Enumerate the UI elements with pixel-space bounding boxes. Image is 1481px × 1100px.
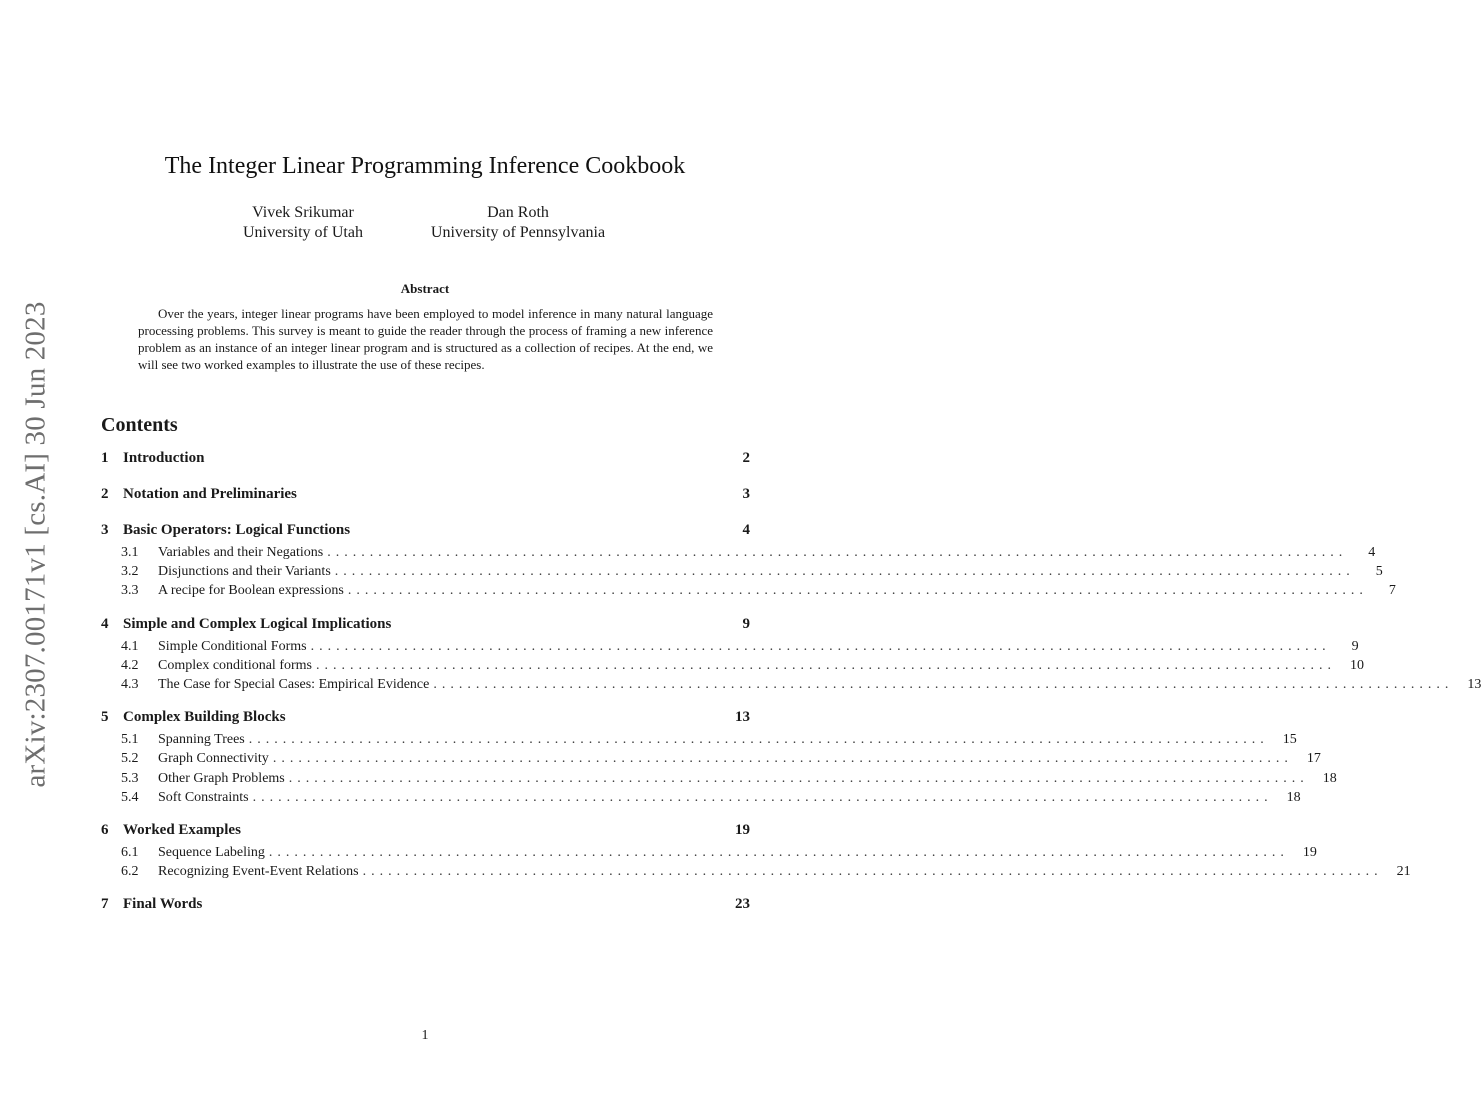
dot-leader: ........................................................................................................................: [327, 545, 1348, 560]
dot-leader: ........................................................................................................................: [272, 751, 1293, 767]
section-title: Final Words: [123, 896, 203, 913]
toc-section-entry[interactable]: [101, 822, 750, 845]
subsection-title: Variables and their Negations: [158, 545, 324, 560]
toc-section-entry[interactable]: [101, 450, 750, 473]
toc-subsection-entry[interactable]: [101, 564, 1383, 583]
author-block-1: [218, 203, 388, 243]
subsection-title: Graph Connectivity: [158, 751, 269, 767]
toc-section-entry[interactable]: [101, 896, 750, 919]
dot-leader: ........................................................................................................................: [248, 732, 1269, 748]
subsection-number: 3.3: [121, 583, 139, 599]
table-of-contents: [101, 450, 1481, 932]
author-affiliation: University of Pennsylvania: [430, 224, 606, 241]
dot-leader: ........................................................................................................................: [362, 864, 1383, 880]
subsection-page: 15: [1282, 732, 1297, 748]
toc-subsection-entry[interactable]: [101, 545, 1376, 564]
author-affiliation: University of Utah: [243, 224, 363, 241]
author-name: Vivek Srikumar: [252, 204, 354, 221]
toc-subsection-entry[interactable]: [101, 638, 1359, 658]
section-page: 4: [742, 522, 750, 538]
subsection-page: 5: [1375, 564, 1383, 580]
section-title: Complex Building Blocks: [123, 709, 286, 726]
toc-section: [101, 709, 1337, 809]
subsection-number: 6.2: [121, 864, 139, 880]
toc-section: [101, 821, 1411, 883]
toc-subsection-entry[interactable]: [101, 676, 1481, 696]
toc-subsection-entry[interactable]: [101, 751, 1321, 770]
toc-section: [101, 615, 1481, 697]
subsection-page: 19: [1302, 844, 1317, 860]
section-number: 1: [101, 450, 109, 466]
arxiv-stamp: [12, 300, 60, 788]
subsection-number: 5.1: [121, 732, 139, 748]
toc-subsection-entry[interactable]: [101, 864, 1411, 883]
section-number: 5: [101, 709, 109, 726]
toc-section-entry[interactable]: [101, 616, 750, 639]
section-title: Worked Examples: [123, 821, 241, 838]
section-title: Introduction: [123, 450, 205, 466]
subsection-title: The Case for Special Cases: Empirical Evidence: [158, 676, 430, 692]
page-number: 1: [421, 1028, 429, 1043]
subsection-number: 4.1: [121, 638, 139, 654]
abstract-heading: Abstract: [400, 281, 450, 296]
subsection-title: Disjunctions and their Variants: [158, 564, 331, 580]
subsection-title: Spanning Trees: [158, 732, 245, 748]
subsection-title: Simple Conditional Forms: [158, 638, 307, 654]
subsection-number: 4.3: [121, 676, 139, 692]
section-number: 3: [101, 522, 109, 538]
paper-title: The Integer Linear Programming Inference Cookbook: [164, 153, 686, 179]
toc-subsection-entry[interactable]: [101, 789, 1301, 809]
subsection-title: Other Graph Problems: [158, 770, 285, 786]
toc-subsection-entry[interactable]: [101, 770, 1337, 790]
dot-leader: ........................................................................................................................: [347, 583, 1368, 599]
dot-leader: ........................................................................................................................: [310, 638, 1331, 654]
subsection-page: 9: [1351, 638, 1359, 654]
subsection-page: 21: [1396, 864, 1411, 880]
author-name: Dan Roth: [487, 204, 549, 221]
toc-section: [101, 486, 750, 509]
toc-section-entry[interactable]: [101, 522, 750, 545]
section-number: 2: [101, 486, 109, 502]
section-page: 2: [742, 450, 750, 466]
arxiv-stamp-text: arXiv:2307.00171v1 [cs.AI] 30 Jun 2023: [19, 300, 52, 788]
dot-leader: ........................................................................................................................: [433, 676, 1454, 692]
subsection-title: Sequence Labeling: [158, 844, 265, 860]
dot-leader: ........................................................................................................................: [315, 657, 1336, 673]
subsection-title: A recipe for Boolean expressions: [158, 583, 344, 599]
toc-subsection-entry[interactable]: [101, 732, 1297, 751]
subsection-number: 3.1: [121, 545, 139, 560]
subsection-page: 7: [1388, 583, 1396, 599]
toc-section: [101, 522, 1396, 603]
section-number: 4: [101, 615, 109, 632]
subsection-number: 5.3: [121, 770, 139, 786]
section-page: 13: [735, 709, 750, 726]
contents-heading: Contents: [101, 414, 178, 436]
section-title: Notation and Preliminaries: [123, 486, 297, 502]
dot-leader: ........................................................................................................................: [334, 564, 1355, 580]
toc-section: [101, 450, 750, 473]
dot-leader: ........................................................................................................................: [252, 789, 1273, 805]
subsection-number: 3.2: [121, 564, 139, 580]
subsection-page: 18: [1286, 789, 1301, 805]
section-page: 19: [735, 821, 750, 838]
subsection-number: 5.4: [121, 789, 139, 805]
abstract-text: Over the years, integer linear programs have been employed to model inference in many natural language processing problems. This survey is meant to guide the reader through the process of framing a new inference problem as an instance of an integer linear program and is structured as a collection of recipes. At the end, we will see two worked examples to illustrate the use of these recipes.: [138, 306, 713, 372]
toc-subsection-entry[interactable]: [101, 844, 1317, 864]
toc-section-entry[interactable]: [101, 709, 750, 732]
subsection-number: 4.2: [121, 657, 139, 673]
toc-subsection-entry[interactable]: [101, 657, 1364, 677]
subsection-page: 17: [1306, 751, 1321, 767]
section-title: Simple and Complex Logical Implications: [123, 615, 392, 632]
dot-leader: ........................................................................................................................: [288, 770, 1309, 786]
subsection-number: 6.1: [121, 844, 139, 860]
toc-section-entry[interactable]: [101, 486, 750, 509]
subsection-title: Soft Constraints: [158, 789, 249, 805]
section-title: Basic Operators: Logical Functions: [123, 522, 351, 538]
subsection-number: 5.2: [121, 751, 139, 767]
subsection-page: 4: [1368, 545, 1376, 560]
author-block-2: [412, 203, 624, 243]
subsection-page: 18: [1322, 770, 1337, 786]
toc-subsection-entry[interactable]: [101, 583, 1396, 602]
section-page: 3: [742, 486, 750, 502]
section-number: 6: [101, 821, 109, 838]
subsection-title: Recognizing Event-Event Relations: [158, 864, 359, 880]
section-page: 9: [742, 615, 750, 632]
toc-section: [101, 896, 750, 919]
subsection-page: 10: [1349, 657, 1364, 673]
section-page: 23: [735, 896, 750, 913]
dot-leader: ........................................................................................................................: [268, 844, 1289, 860]
subsection-title: Complex conditional forms: [158, 657, 312, 673]
subsection-page: 13: [1467, 676, 1481, 692]
section-number: 7: [101, 896, 109, 913]
